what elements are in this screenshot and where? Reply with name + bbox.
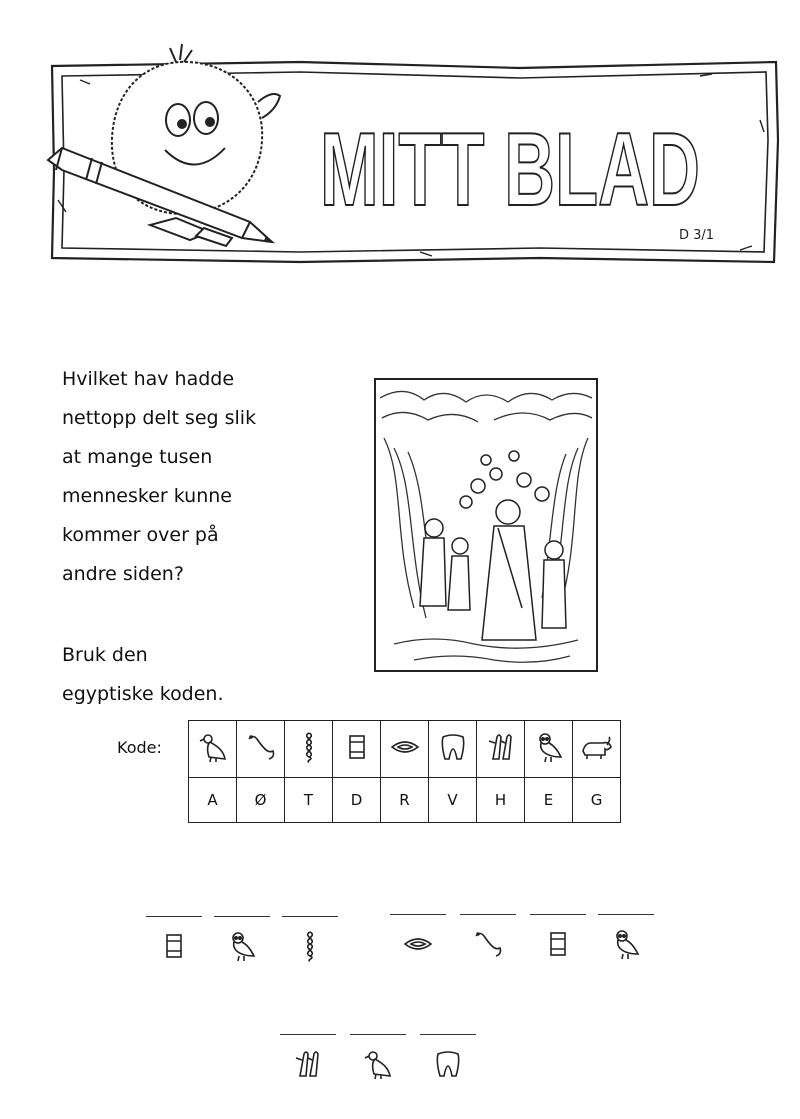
answer-slot[interactable] xyxy=(214,916,270,972)
code-cell xyxy=(573,721,621,778)
answer-slot[interactable] xyxy=(390,914,446,970)
code-letter: A xyxy=(189,778,237,823)
code-table xyxy=(188,720,621,823)
double-reed-hieroglyph-icon xyxy=(485,731,517,763)
lion-hieroglyph-icon xyxy=(581,731,613,763)
hand-hieroglyph-icon xyxy=(542,928,574,960)
code-cell xyxy=(333,721,381,778)
twisted-rope-hieroglyph-icon xyxy=(294,930,326,962)
answer-slot[interactable] xyxy=(460,914,516,970)
answer-slot[interactable] xyxy=(282,916,338,972)
code-letter: D xyxy=(333,778,381,823)
question-line: Hvilket hav hadde xyxy=(62,368,235,390)
answer-slot[interactable] xyxy=(350,1034,406,1090)
hand-hieroglyph-icon xyxy=(341,731,373,763)
twisted-rope-hieroglyph-icon xyxy=(293,731,325,763)
code-letter: G xyxy=(573,778,621,823)
question-line: nettopp delt seg slik xyxy=(62,407,257,429)
code-letter: T xyxy=(285,778,333,823)
horned-viper-body-hieroglyph-icon xyxy=(432,1048,464,1080)
sheet-code: D 3/1 xyxy=(679,228,715,243)
code-letter: Ø xyxy=(237,778,285,823)
code-cell xyxy=(429,721,477,778)
vulture-hieroglyph-icon xyxy=(197,731,229,763)
owl-hieroglyph-icon xyxy=(533,731,565,763)
letter-row xyxy=(189,778,621,823)
answer-slot[interactable] xyxy=(598,914,654,970)
header-banner xyxy=(0,0,800,290)
mouth-hieroglyph-icon xyxy=(389,731,421,763)
owl-hieroglyph-icon xyxy=(226,930,258,962)
code-cell xyxy=(285,721,333,778)
horned-viper-hieroglyph-icon xyxy=(245,731,277,763)
code-letter: R xyxy=(381,778,429,823)
code-letter: H xyxy=(477,778,525,823)
question-line: mennesker kunne xyxy=(62,485,232,507)
horned-viper-body-hieroglyph-icon xyxy=(437,731,469,763)
owl-hieroglyph-icon xyxy=(610,928,642,960)
code-cell xyxy=(525,721,573,778)
mouth-hieroglyph-icon xyxy=(402,928,434,960)
instruction-line: egyptiske koden. xyxy=(62,683,224,705)
answer-slot[interactable] xyxy=(280,1034,336,1090)
question-line: kommer over på xyxy=(62,524,219,546)
code-cell xyxy=(189,721,237,778)
double-reed-hieroglyph-icon xyxy=(292,1048,324,1080)
hand-hieroglyph-icon xyxy=(158,930,190,962)
question-line: andre siden? xyxy=(62,563,184,585)
instruction-line: Bruk den xyxy=(62,644,148,666)
code-letter: V xyxy=(429,778,477,823)
horned-viper-hieroglyph-icon xyxy=(472,928,504,960)
glyph-row xyxy=(189,721,621,778)
answer-slot[interactable] xyxy=(420,1034,476,1090)
vulture-hieroglyph-icon xyxy=(362,1048,394,1080)
answer-slot[interactable] xyxy=(530,914,586,970)
banner-title: MITT BLAD xyxy=(320,112,700,228)
question-line: at mange tusen xyxy=(62,446,213,468)
red-sea-crossing-illustration xyxy=(374,378,598,672)
code-cell xyxy=(477,721,525,778)
code-cell xyxy=(237,721,285,778)
code-letter: E xyxy=(525,778,573,823)
code-label: Kode: xyxy=(117,738,162,757)
answer-slot[interactable] xyxy=(146,916,202,972)
code-cell xyxy=(381,721,429,778)
